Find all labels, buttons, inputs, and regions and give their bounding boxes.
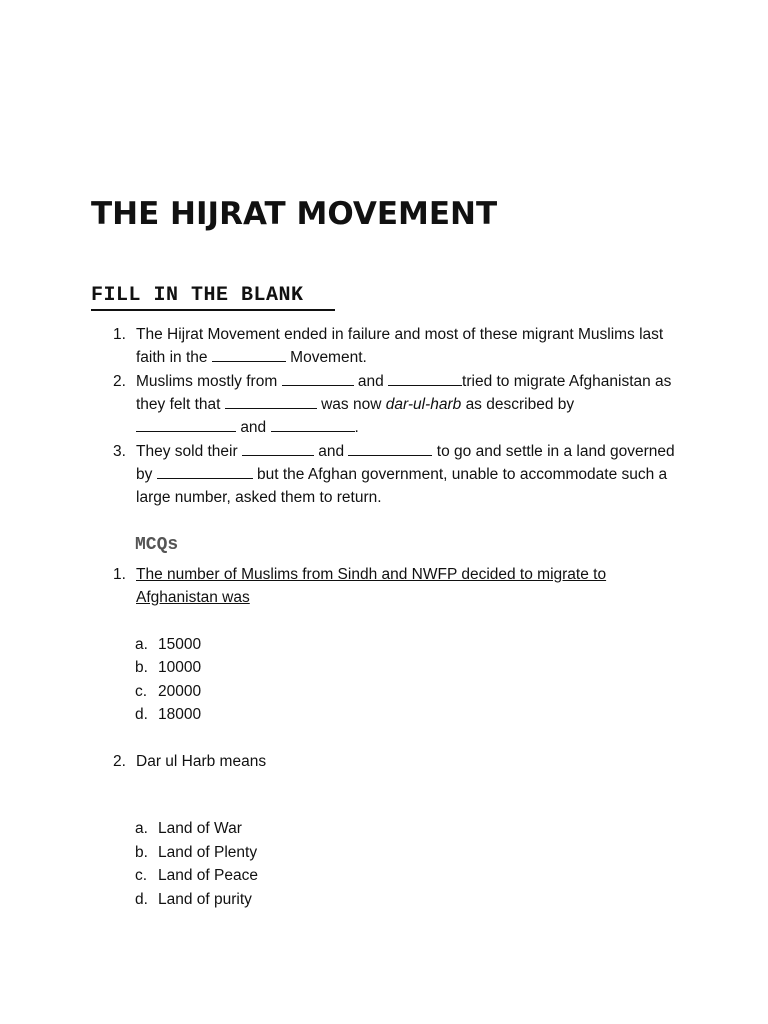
fill-question-1	[0, 323, 768, 371]
question-number: 2.	[113, 753, 126, 770]
mcq-question-1	[0, 563, 768, 723]
question-text-line: Dar ul Harb means	[136, 753, 267, 770]
answer-blank	[348, 441, 432, 456]
option-text: 15000	[158, 636, 202, 653]
option-letter: b.	[135, 659, 148, 676]
fill-in-the-blank-heading: FILL IN THE BLANK	[91, 284, 304, 307]
answer-blank	[225, 394, 317, 409]
mcqs-heading: MCQs	[135, 535, 179, 555]
option-letter: c.	[135, 867, 148, 884]
page-title: THE HIJRAT MOVEMENT	[91, 196, 498, 232]
option-text: 18000	[158, 706, 202, 723]
option-text: Land of purity	[158, 891, 252, 908]
heading-underline	[91, 309, 335, 311]
option-text: Land of Plenty	[158, 844, 258, 861]
option-letter: d.	[135, 891, 148, 908]
option-text: 20000	[158, 683, 202, 700]
option-text: 10000	[158, 659, 202, 676]
question-text-line: Muslims mostly from and tried to migrate Afghanistan as	[136, 373, 672, 390]
question-text-line: Afghanistan was	[136, 589, 250, 606]
question-number: 2.	[113, 373, 126, 390]
option-letter: d.	[135, 706, 148, 723]
question-text-line: they felt that was now dar-ul-harb as described by	[136, 396, 575, 413]
answer-blank	[212, 347, 286, 362]
option-letter: c.	[135, 683, 148, 700]
option-letter: a.	[135, 636, 148, 653]
question-text-line: The Hijrat Movement ended in failure and most of these migrant Muslims last	[136, 326, 664, 343]
answer-blank	[282, 371, 354, 386]
answer-blank	[157, 464, 253, 479]
option-text: Land of War	[158, 820, 242, 837]
question-text-line: by but the Afghan government, unable to accommodate such a	[136, 466, 668, 483]
mcq-question-2	[0, 750, 768, 914]
question-text-line: faith in the Movement.	[136, 349, 367, 366]
answer-blank	[271, 417, 355, 432]
answer-blank	[136, 417, 236, 432]
answer-blank	[388, 371, 462, 386]
fill-question-2	[0, 370, 768, 442]
fill-question-3	[0, 440, 768, 512]
option-text: Land of Peace	[158, 867, 258, 884]
question-text-line: They sold their and to go and settle in a land governed	[136, 443, 675, 460]
question-number: 1.	[113, 326, 126, 343]
question-text-line: The number of Muslims from Sindh and NWFP decided to migrate to	[136, 566, 607, 583]
question-number: 3.	[113, 443, 126, 460]
question-text-line: and .	[136, 416, 696, 439]
question-text-line: large number, asked them to return.	[136, 489, 382, 506]
answer-blank	[242, 441, 314, 456]
option-letter: b.	[135, 844, 148, 861]
option-letter: a.	[135, 820, 148, 837]
question-number: 1.	[113, 566, 126, 583]
